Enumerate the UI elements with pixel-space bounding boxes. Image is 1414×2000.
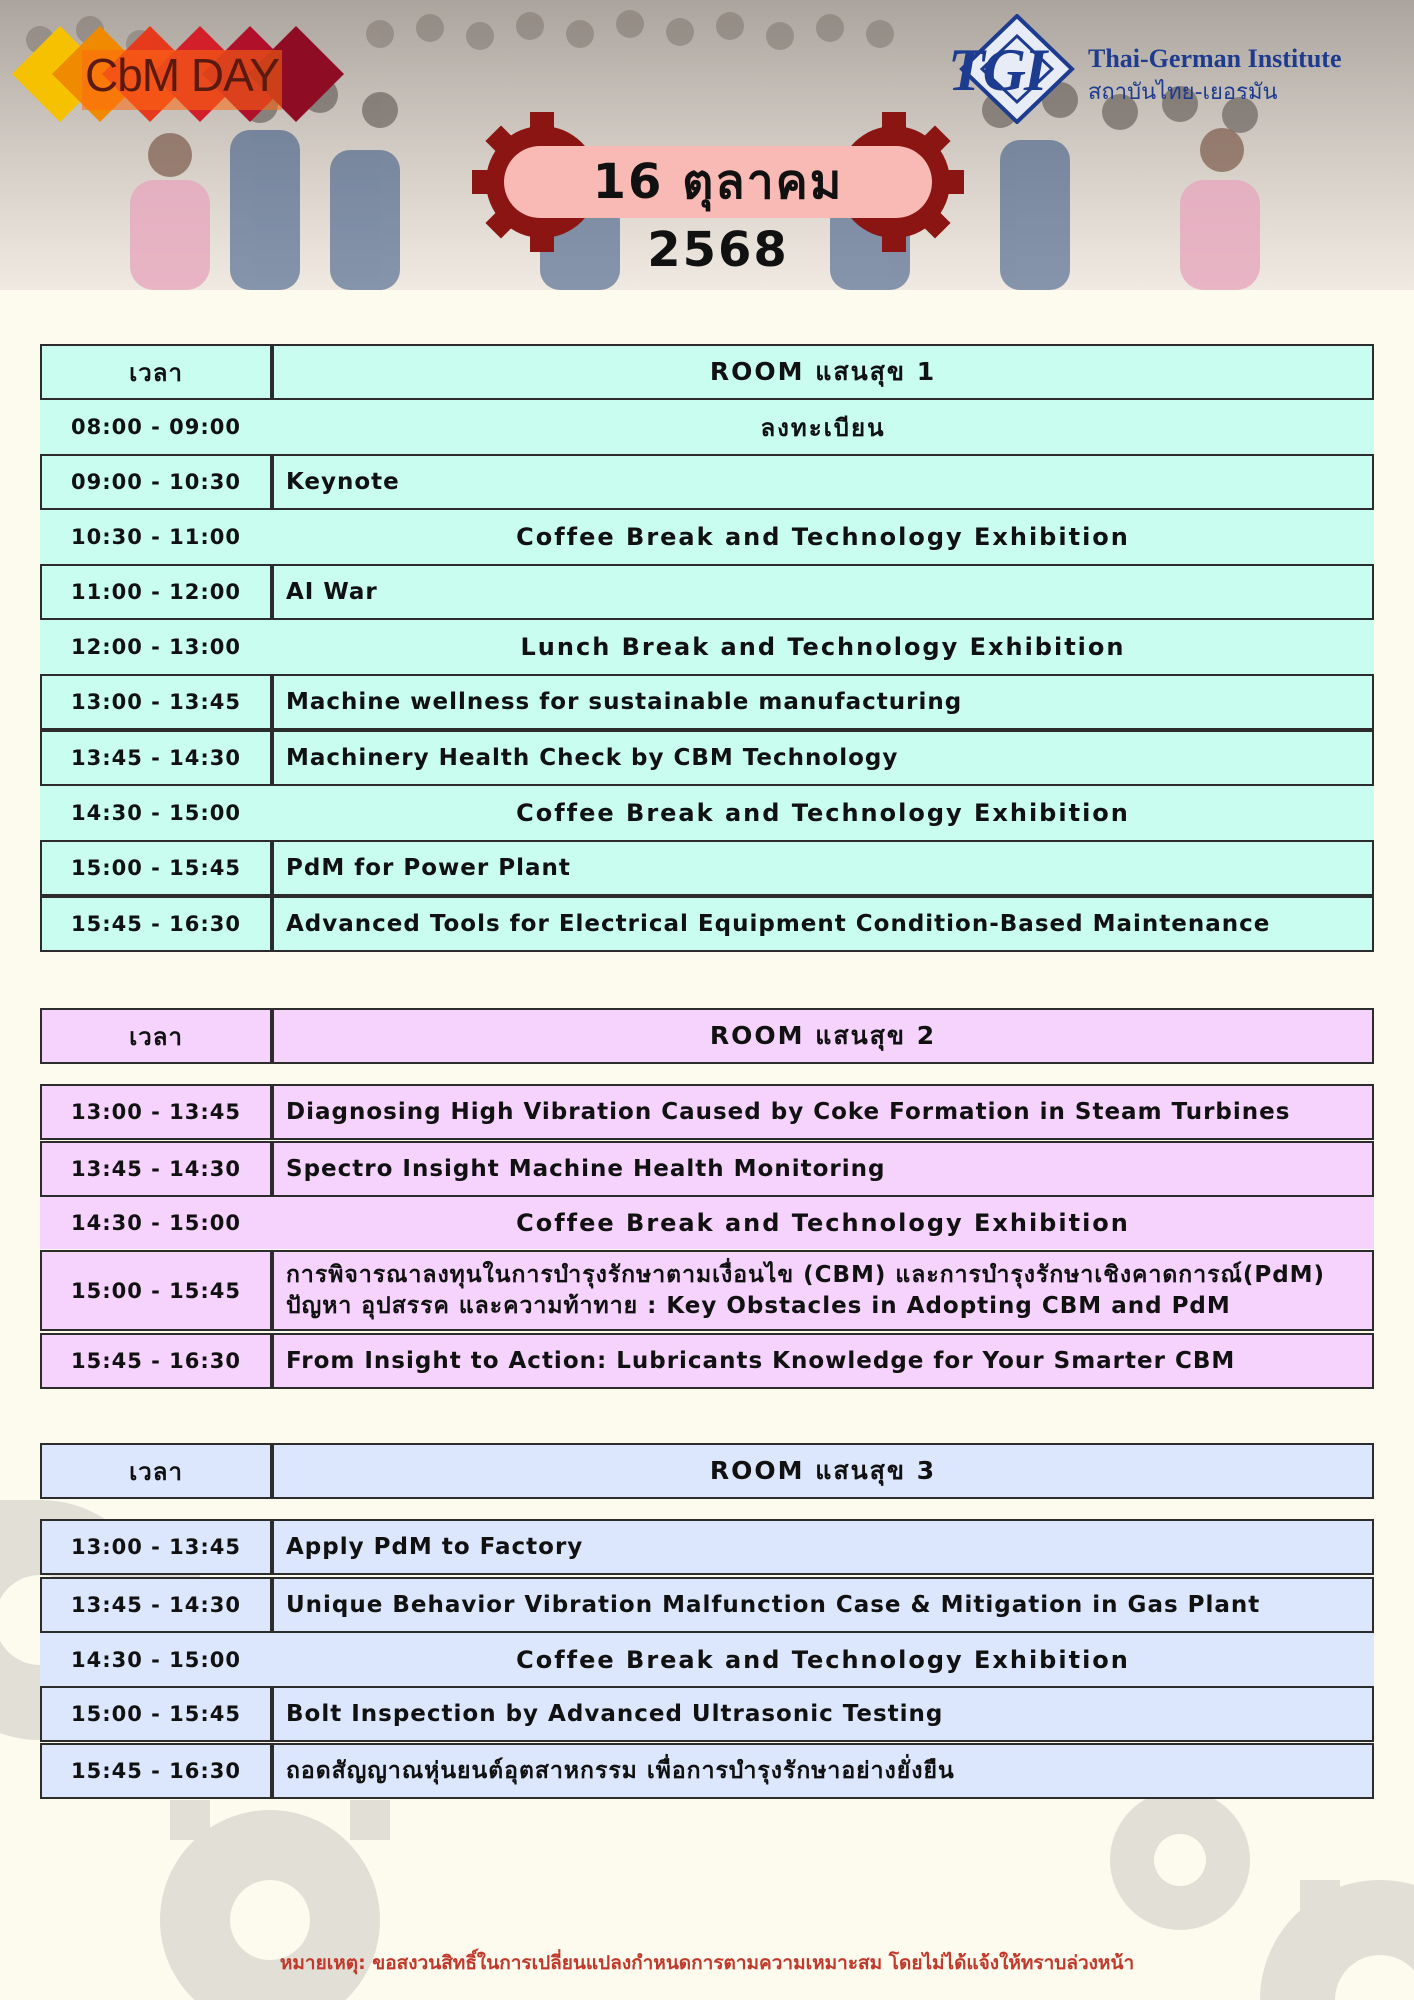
session-title: From Insight to Action: Lubricants Knowledge for Your Smarter CBM xyxy=(272,1333,1374,1389)
session-row xyxy=(40,1141,1374,1197)
institute-name-th: สถาบันไทย-เยอรมัน xyxy=(1088,80,1278,105)
header-banner xyxy=(0,0,1414,290)
session-row xyxy=(40,1250,1374,1331)
session-time: 12:00 - 13:00 xyxy=(40,620,272,674)
event-date: 16 ตุลาคม 2568 xyxy=(592,154,844,278)
table-header-row xyxy=(40,1443,1374,1499)
session-time: 14:30 - 15:00 xyxy=(40,786,272,840)
session-title: Keynote xyxy=(272,454,1374,510)
session-time: 15:00 - 15:45 xyxy=(40,840,272,896)
session-row xyxy=(40,564,1374,620)
session-time: 15:45 - 16:30 xyxy=(40,896,272,952)
session-title: Machinery Health Check by CBM Technology xyxy=(272,730,1374,786)
session-time: 14:30 - 15:00 xyxy=(40,1197,272,1249)
session-row xyxy=(40,1084,1374,1140)
session-row xyxy=(40,1577,1374,1633)
table-header-row xyxy=(40,1008,1374,1064)
session-time: 13:45 - 14:30 xyxy=(40,1577,272,1633)
session-title xyxy=(272,1250,1374,1331)
session-row xyxy=(40,674,1374,730)
session-time: 08:00 - 09:00 xyxy=(40,400,272,454)
session-title: Bolt Inspection by Advanced Ultrasonic Testing xyxy=(272,1686,1374,1742)
break-row xyxy=(40,786,1374,840)
session-title: Diagnosing High Vibration Caused by Coke Formation in Steam Turbines xyxy=(272,1084,1374,1140)
session-time: 15:45 - 16:30 xyxy=(40,1743,272,1799)
session-time: 10:30 - 11:00 xyxy=(40,510,272,564)
registration-row xyxy=(40,400,1374,454)
session-title: Coffee Break and Technology Exhibition xyxy=(272,510,1374,564)
cbm-day-logo-text: CbM DAY xyxy=(85,49,280,101)
session-row xyxy=(40,1743,1374,1799)
session-time: 13:45 - 14:30 xyxy=(40,730,272,786)
time-column-header: เวลา xyxy=(40,344,272,400)
session-time: 14:30 - 15:00 xyxy=(40,1633,272,1686)
session-title: Machine wellness for sustainable manufacturing xyxy=(272,674,1374,730)
session-title-line-1: การพิจารณาลงทุนในการบำรุงรักษาตามเงื่อนไข (CBM) และการบำรุงรักษาเชิงคาดการณ์(PdM) xyxy=(286,1261,1326,1288)
session-title: Coffee Break and Technology Exhibition xyxy=(272,1633,1374,1686)
session-time: 09:00 - 10:30 xyxy=(40,454,272,510)
session-title: Lunch Break and Technology Exhibition xyxy=(272,620,1374,674)
session-time: 15:45 - 16:30 xyxy=(40,1333,272,1389)
room-title: ROOM แสนสุข 2 xyxy=(272,1008,1374,1064)
session-row xyxy=(40,454,1374,510)
tgi-logo-letters: TGI xyxy=(948,37,1046,103)
institute-name-en: Thai-German Institute xyxy=(1088,44,1342,73)
session-title: Coffee Break and Technology Exhibition xyxy=(272,786,1374,840)
date-badge xyxy=(472,112,964,278)
session-row xyxy=(40,840,1374,896)
break-row xyxy=(40,510,1374,564)
session-title: AI War xyxy=(272,564,1374,620)
break-row xyxy=(40,620,1374,674)
session-title: Advanced Tools for Electrical Equipment Condition-Based Maintenance xyxy=(272,896,1374,952)
session-time: 13:00 - 13:45 xyxy=(40,1084,272,1140)
session-title: Apply PdM to Factory xyxy=(272,1519,1374,1575)
session-row xyxy=(40,896,1374,952)
room-title: ROOM แสนสุข 3 xyxy=(272,1443,1374,1499)
break-row xyxy=(40,1633,1374,1686)
session-title: ลงทะเบียน xyxy=(272,400,1374,454)
session-time: 13:00 - 13:45 xyxy=(40,1519,272,1575)
session-row xyxy=(40,1519,1374,1575)
session-time: 15:00 - 15:45 xyxy=(40,1250,272,1331)
session-title-line-2: ปัญหา อุปสรรค และความท้าทาย : Key Obstacles in Adopting CBM and PdM xyxy=(286,1292,1231,1319)
footer-note: หมายเหตุ: ขอสงวนสิทธิ์ในการเปลี่ยนแปลงกำหนดการตามความเหมาะสม โดยไม่ได้แจ้งให้ทราบล่วงหน้า xyxy=(279,1952,1135,1974)
session-title: PdM for Power Plant xyxy=(272,840,1374,896)
session-row xyxy=(40,1333,1374,1389)
table-header-row xyxy=(40,344,1374,400)
session-title: Coffee Break and Technology Exhibition xyxy=(272,1197,1374,1249)
session-time: 11:00 - 12:00 xyxy=(40,564,272,620)
session-title: Spectro Insight Machine Health Monitoring xyxy=(272,1141,1374,1197)
break-row xyxy=(40,1197,1374,1249)
session-title: ถอดสัญญาณหุ่นยนต์อุตสาหกรรม เพื่อการบำรุงรักษาอย่างยั่งยืน xyxy=(272,1743,1374,1799)
session-time: 13:45 - 14:30 xyxy=(40,1141,272,1197)
session-title: Unique Behavior Vibration Malfunction Case & Mitigation in Gas Plant xyxy=(272,1577,1374,1633)
time-column-header: เวลา xyxy=(40,1008,272,1064)
tgi-logo xyxy=(942,14,1382,124)
session-time: 13:00 - 13:45 xyxy=(40,674,272,730)
session-time: 15:00 - 15:45 xyxy=(40,1686,272,1742)
room-title: ROOM แสนสุข 1 xyxy=(272,344,1374,400)
session-row xyxy=(40,1686,1374,1742)
session-row xyxy=(40,730,1374,786)
time-column-header: เวลา xyxy=(40,1443,272,1499)
